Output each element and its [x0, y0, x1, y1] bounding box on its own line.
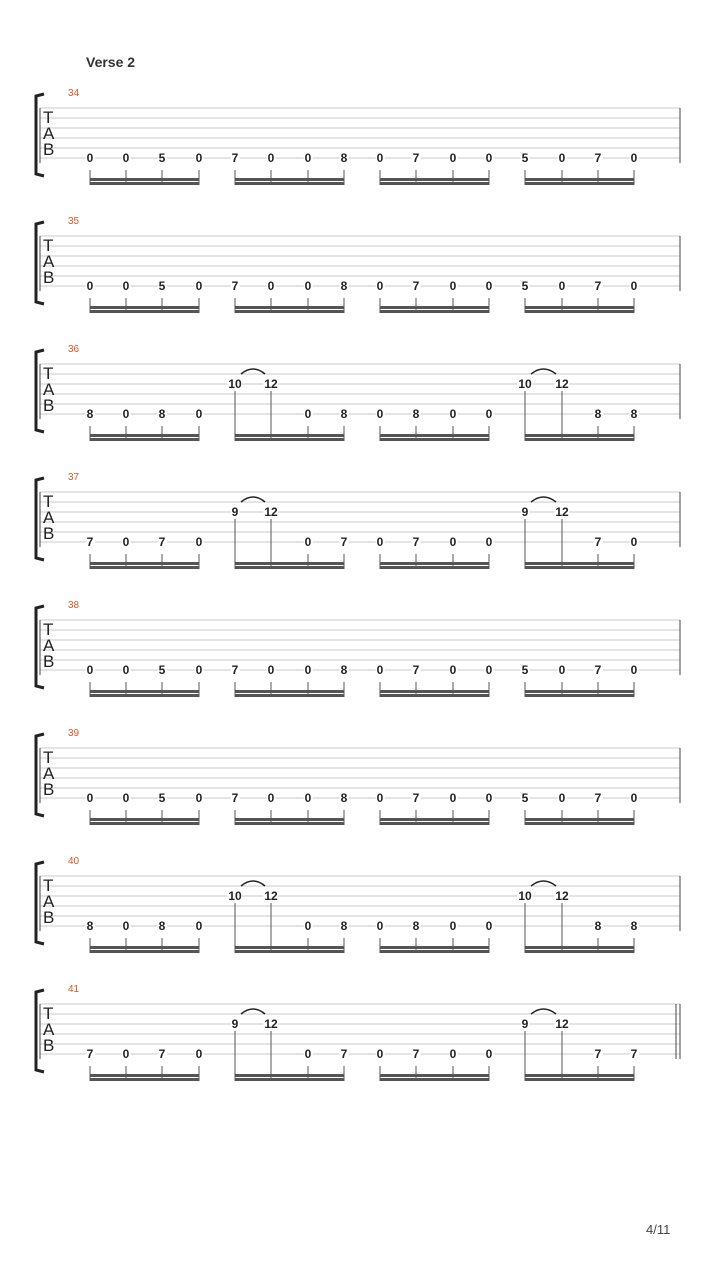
- beam: [90, 818, 199, 821]
- fret-number: 5: [158, 791, 166, 805]
- tab-staff: [0, 216, 720, 326]
- tab-system: [0, 472, 720, 582]
- tab-system: [0, 344, 720, 454]
- hammer-on-slur: [241, 1009, 265, 1014]
- beam: [525, 690, 634, 693]
- fret-number: 0: [558, 791, 566, 805]
- beam: [380, 694, 489, 697]
- fret-number: 0: [630, 535, 638, 549]
- fret-number: 7: [412, 535, 420, 549]
- fret-number: 0: [485, 791, 493, 805]
- fret-number: 10: [228, 377, 242, 391]
- fret-number: 7: [340, 1047, 348, 1061]
- tab-clef-letter: A: [43, 764, 55, 783]
- fret-number: 0: [267, 791, 275, 805]
- fret-number: 7: [594, 535, 602, 549]
- beam: [380, 310, 489, 313]
- tab-clef-letter: B: [43, 1036, 55, 1055]
- fret-number: 0: [485, 1047, 493, 1061]
- fret-number: 12: [264, 1017, 278, 1031]
- fret-number: 0: [122, 1047, 130, 1061]
- fret-number: 0: [122, 535, 130, 549]
- fret-number: 0: [304, 407, 312, 421]
- fret-number: 8: [630, 919, 638, 933]
- beam: [380, 182, 489, 185]
- tab-clef-letter: A: [43, 1020, 55, 1039]
- beam: [380, 1074, 489, 1077]
- fret-number: 9: [231, 1017, 239, 1031]
- fret-number: 0: [376, 1047, 384, 1061]
- tab-clef-letter: B: [43, 908, 55, 927]
- beam: [380, 818, 489, 821]
- fret-number: 12: [555, 377, 569, 391]
- section-title: Verse 2: [86, 54, 136, 70]
- measure-number: 37: [68, 472, 80, 483]
- tab-system: [0, 216, 720, 326]
- fret-number: 0: [195, 1047, 203, 1061]
- fret-number: 0: [376, 663, 384, 677]
- fret-number: 8: [630, 407, 638, 421]
- fret-number: 0: [376, 791, 384, 805]
- beam: [380, 434, 489, 437]
- fret-number: 0: [485, 919, 493, 933]
- tab-staff: [0, 88, 720, 198]
- measure-number: 35: [68, 216, 80, 227]
- tab-clef-letter: A: [43, 892, 55, 911]
- fret-number: 0: [630, 663, 638, 677]
- fret-number: 0: [267, 279, 275, 293]
- beam: [90, 434, 199, 437]
- fret-number: 0: [630, 151, 638, 165]
- beam: [235, 182, 344, 185]
- beam: [380, 566, 489, 569]
- hammer-on-slur: [531, 369, 556, 374]
- fret-number: 12: [264, 889, 278, 903]
- fret-number: 0: [485, 151, 493, 165]
- fret-number: 0: [86, 663, 94, 677]
- fret-number: 0: [304, 663, 312, 677]
- tab-clef-letter: B: [43, 268, 55, 287]
- fret-number: 7: [412, 1047, 420, 1061]
- fret-number: 0: [376, 279, 384, 293]
- beam: [525, 946, 634, 949]
- beam: [525, 310, 634, 313]
- beam: [90, 822, 199, 825]
- fret-number: 8: [158, 407, 166, 421]
- beam: [380, 306, 489, 309]
- beam: [235, 1078, 344, 1081]
- fret-number: 0: [86, 791, 94, 805]
- fret-number: 7: [412, 151, 420, 165]
- fret-number: 5: [158, 279, 166, 293]
- fret-number: 12: [555, 1017, 569, 1031]
- fret-number: 8: [340, 919, 348, 933]
- fret-number: 7: [231, 791, 239, 805]
- beam: [380, 562, 489, 565]
- tab-clef-letter: A: [43, 252, 55, 271]
- beam: [380, 950, 489, 953]
- beam: [235, 434, 344, 437]
- fret-number: 0: [195, 279, 203, 293]
- fret-number: 8: [594, 407, 602, 421]
- tab-staff: [0, 600, 720, 710]
- fret-number: 0: [195, 151, 203, 165]
- fret-number: 7: [231, 663, 239, 677]
- fret-number: 5: [158, 663, 166, 677]
- tab-staff: [0, 984, 720, 1094]
- tab-clef-letter: B: [43, 780, 55, 799]
- fret-number: 12: [264, 377, 278, 391]
- fret-number: 0: [558, 279, 566, 293]
- tab-clef-letter: B: [43, 652, 55, 671]
- tab-system: [0, 600, 720, 710]
- beam: [525, 1074, 634, 1077]
- fret-number: 0: [122, 151, 130, 165]
- fret-number: 0: [122, 919, 130, 933]
- fret-number: 7: [86, 1047, 94, 1061]
- measure-number: 39: [68, 728, 80, 739]
- fret-number: 9: [521, 1017, 529, 1031]
- tab-clef-letter: T: [43, 748, 54, 767]
- beam: [235, 822, 344, 825]
- beam: [235, 566, 344, 569]
- beam: [90, 566, 199, 569]
- tab-staff: [0, 856, 720, 966]
- beam: [235, 950, 344, 953]
- tab-clef-letter: T: [43, 1004, 54, 1023]
- fret-number: 9: [231, 505, 239, 519]
- fret-number: 0: [195, 919, 203, 933]
- beam: [235, 178, 344, 181]
- beam: [235, 946, 344, 949]
- fret-number: 0: [376, 919, 384, 933]
- fret-number: 8: [412, 919, 420, 933]
- fret-number: 7: [231, 151, 239, 165]
- tab-staff: [0, 728, 720, 838]
- beam: [90, 694, 199, 697]
- tab-staff: [0, 472, 720, 582]
- tab-clef-letter: B: [43, 396, 55, 415]
- fret-number: 0: [376, 151, 384, 165]
- fret-number: 10: [518, 377, 532, 391]
- beam: [90, 306, 199, 309]
- fret-number: 0: [485, 535, 493, 549]
- beam: [235, 818, 344, 821]
- fret-number: 0: [304, 151, 312, 165]
- fret-number: 8: [158, 919, 166, 933]
- fret-number: 0: [376, 407, 384, 421]
- hammer-on-slur: [241, 881, 265, 886]
- beam: [380, 946, 489, 949]
- fret-number: 7: [412, 791, 420, 805]
- fret-number: 8: [340, 407, 348, 421]
- beam: [525, 1078, 634, 1081]
- fret-number: 0: [558, 151, 566, 165]
- fret-number: 0: [122, 663, 130, 677]
- fret-number: 0: [304, 1047, 312, 1061]
- fret-number: 0: [86, 279, 94, 293]
- beam: [525, 434, 634, 437]
- beam: [380, 178, 489, 181]
- fret-number: 0: [195, 791, 203, 805]
- fret-number: 7: [412, 279, 420, 293]
- tab-staff: [0, 344, 720, 454]
- beam: [525, 950, 634, 953]
- fret-number: 0: [449, 663, 457, 677]
- beam: [525, 178, 634, 181]
- fret-number: 0: [376, 535, 384, 549]
- fret-number: 5: [521, 279, 529, 293]
- fret-number: 7: [594, 791, 602, 805]
- fret-number: 7: [630, 1047, 638, 1061]
- beam: [235, 306, 344, 309]
- measure-number: 34: [68, 88, 80, 99]
- fret-number: 9: [521, 505, 529, 519]
- fret-number: 10: [518, 889, 532, 903]
- page-number: 4/11: [646, 1222, 671, 1237]
- fret-number: 0: [449, 151, 457, 165]
- fret-number: 8: [86, 407, 94, 421]
- beam: [90, 562, 199, 565]
- beam: [380, 690, 489, 693]
- fret-number: 0: [122, 279, 130, 293]
- fret-number: 7: [86, 535, 94, 549]
- tab-clef-letter: B: [43, 524, 55, 543]
- fret-number: 5: [521, 791, 529, 805]
- fret-number: 0: [122, 791, 130, 805]
- beam: [235, 438, 344, 441]
- fret-number: 5: [521, 151, 529, 165]
- beam: [235, 562, 344, 565]
- tab-clef-letter: T: [43, 108, 54, 127]
- fret-number: 7: [594, 663, 602, 677]
- fret-number: 8: [340, 791, 348, 805]
- fret-number: 10: [228, 889, 242, 903]
- fret-number: 8: [86, 919, 94, 933]
- fret-number: 0: [267, 151, 275, 165]
- measure-number: 38: [68, 600, 80, 611]
- fret-number: 0: [485, 663, 493, 677]
- fret-number: 12: [264, 505, 278, 519]
- fret-number: 7: [231, 279, 239, 293]
- fret-number: 0: [304, 535, 312, 549]
- fret-number: 8: [340, 279, 348, 293]
- fret-number: 8: [340, 151, 348, 165]
- fret-number: 0: [630, 279, 638, 293]
- fret-number: 7: [594, 1047, 602, 1061]
- fret-number: 0: [558, 663, 566, 677]
- beam: [525, 566, 634, 569]
- fret-number: 0: [122, 407, 130, 421]
- fret-number: 5: [521, 663, 529, 677]
- fret-number: 0: [485, 407, 493, 421]
- beam: [380, 1078, 489, 1081]
- tab-system: [0, 88, 720, 198]
- tab-clef-letter: T: [43, 364, 54, 383]
- fret-number: 0: [449, 791, 457, 805]
- measure-number: 41: [68, 984, 80, 995]
- fret-number: 7: [340, 535, 348, 549]
- tab-clef-letter: A: [43, 380, 55, 399]
- fret-number: 7: [412, 663, 420, 677]
- fret-number: 0: [267, 663, 275, 677]
- fret-number: 12: [555, 889, 569, 903]
- beam: [525, 818, 634, 821]
- beam: [525, 438, 634, 441]
- beam: [235, 694, 344, 697]
- fret-number: 8: [594, 919, 602, 933]
- fret-number: 0: [449, 919, 457, 933]
- tab-clef-letter: T: [43, 620, 54, 639]
- hammer-on-slur: [531, 1009, 556, 1014]
- fret-number: 0: [485, 279, 493, 293]
- fret-number: 8: [340, 663, 348, 677]
- measure-number: 40: [68, 856, 80, 867]
- fret-number: 0: [304, 279, 312, 293]
- fret-number: 0: [630, 791, 638, 805]
- beam: [90, 950, 199, 953]
- beam: [525, 822, 634, 825]
- beam: [90, 946, 199, 949]
- fret-number: 5: [158, 151, 166, 165]
- fret-number: 8: [412, 407, 420, 421]
- beam: [380, 822, 489, 825]
- fret-number: 0: [449, 407, 457, 421]
- measure-number: 36: [68, 344, 80, 355]
- tab-system: [0, 728, 720, 838]
- beam: [525, 182, 634, 185]
- fret-number: 0: [195, 407, 203, 421]
- beam: [525, 306, 634, 309]
- hammer-on-slur: [531, 881, 556, 886]
- fret-number: 7: [594, 151, 602, 165]
- hammer-on-slur: [241, 497, 265, 502]
- fret-number: 7: [594, 279, 602, 293]
- fret-number: 0: [449, 279, 457, 293]
- beam: [90, 438, 199, 441]
- hammer-on-slur: [531, 497, 556, 502]
- tab-system: [0, 984, 720, 1094]
- hammer-on-slur: [241, 369, 265, 374]
- tab-clef-letter: A: [43, 508, 55, 527]
- fret-number: 0: [449, 1047, 457, 1061]
- beam: [235, 310, 344, 313]
- beam: [90, 690, 199, 693]
- beam: [380, 438, 489, 441]
- fret-number: 7: [158, 535, 166, 549]
- fret-number: 0: [449, 535, 457, 549]
- tab-clef-letter: T: [43, 492, 54, 511]
- beam: [90, 310, 199, 313]
- tab-clef-letter: T: [43, 236, 54, 255]
- fret-number: 0: [195, 663, 203, 677]
- fret-number: 12: [555, 505, 569, 519]
- fret-number: 7: [158, 1047, 166, 1061]
- beam: [525, 562, 634, 565]
- beam: [525, 694, 634, 697]
- beam: [90, 178, 199, 181]
- tab-clef-letter: B: [43, 140, 55, 159]
- tab-system: [0, 856, 720, 966]
- tab-clef-letter: T: [43, 876, 54, 895]
- beam: [90, 1074, 199, 1077]
- fret-number: 0: [195, 535, 203, 549]
- beam: [235, 690, 344, 693]
- tab-clef-letter: A: [43, 636, 55, 655]
- beam: [90, 182, 199, 185]
- beam: [90, 1078, 199, 1081]
- fret-number: 0: [304, 791, 312, 805]
- fret-number: 0: [86, 151, 94, 165]
- beam: [235, 1074, 344, 1077]
- tab-clef-letter: A: [43, 124, 55, 143]
- fret-number: 0: [304, 919, 312, 933]
